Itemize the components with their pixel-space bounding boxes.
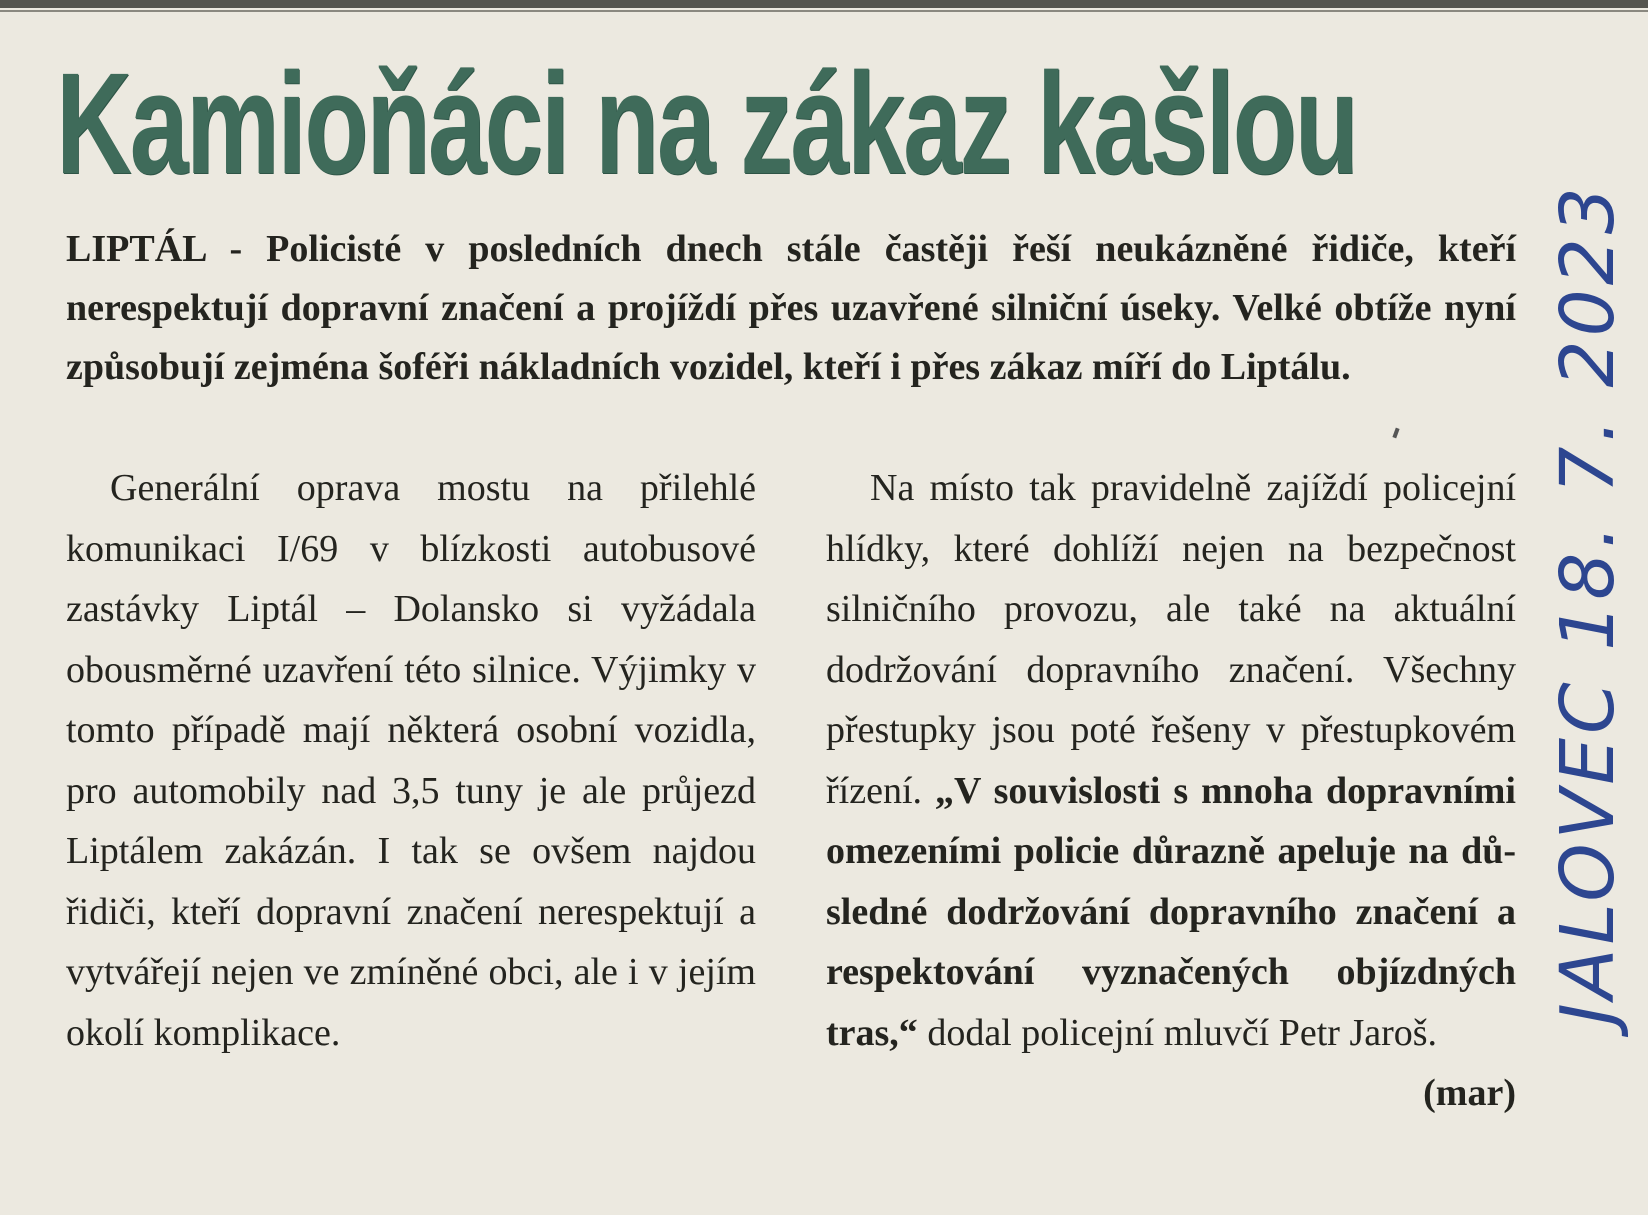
headline: Kamioňáci na zákaz kašlou (56, 43, 1357, 204)
top-rule (0, 0, 1648, 8)
top-rule-thin (0, 10, 1648, 12)
body-paragraph-2 (826, 458, 1516, 1114)
body-text-attribution: dodal policejní mluvčí Petr Jaroš. (917, 1011, 1438, 1054)
author-initials: (mar) (1423, 1072, 1516, 1114)
body-paragraph-1: Generální oprava mostu na přilehlé komunikaci I/69 v blízkosti autobusové zastávky Liptál – Dolansko si vyžádala obousměrné uzavření této silnice. Výjimky v tomto případě mají některá osobní vozidla, pro automobily nad 3,5 tuny je ale průjezd Liptálem zakázán. I tak se ovšem najdou řidiči, kteří dopravní značení nerespektují a vytvářejí nejen ve zmíněné obci, ale i v jejím okolí komplikace. (66, 467, 756, 1054)
police-quote: „V souvislosti s mnoha dopravními omezeními policie důrazně apeluje na důsledné dodržování dopravního značení a respektování vyznačených objízdných tras,“ (826, 769, 1516, 1054)
column-right (826, 458, 1516, 1124)
ink-speck (1392, 428, 1399, 439)
lead-paragraph: LIPTÁL - Policisté v posledních dnech stále častěji řeší neukázněné řidiče, kteří nerespektují dopravní značení a projíždí přes uzavřené silniční úseky. Velké obtíže nyní způsobují zejména šoféři nákladních vozidel, kteří i přes zákaz míří do Liptálu. (66, 228, 1516, 388)
column-left (66, 458, 756, 1063)
body-text-intro: Na místo tak pravidelně zajíždí policejní hlídky, které dohlíží nejen na bezpečnost silničního provozu, ale také na aktuální dodržování dopravního značení. Všechny přestupky jsou poté řešeny v přestupkovém řízení. (826, 467, 1516, 812)
handwritten-annotation: JALOVEC 18. 7. 2023 (1545, 183, 1631, 1025)
